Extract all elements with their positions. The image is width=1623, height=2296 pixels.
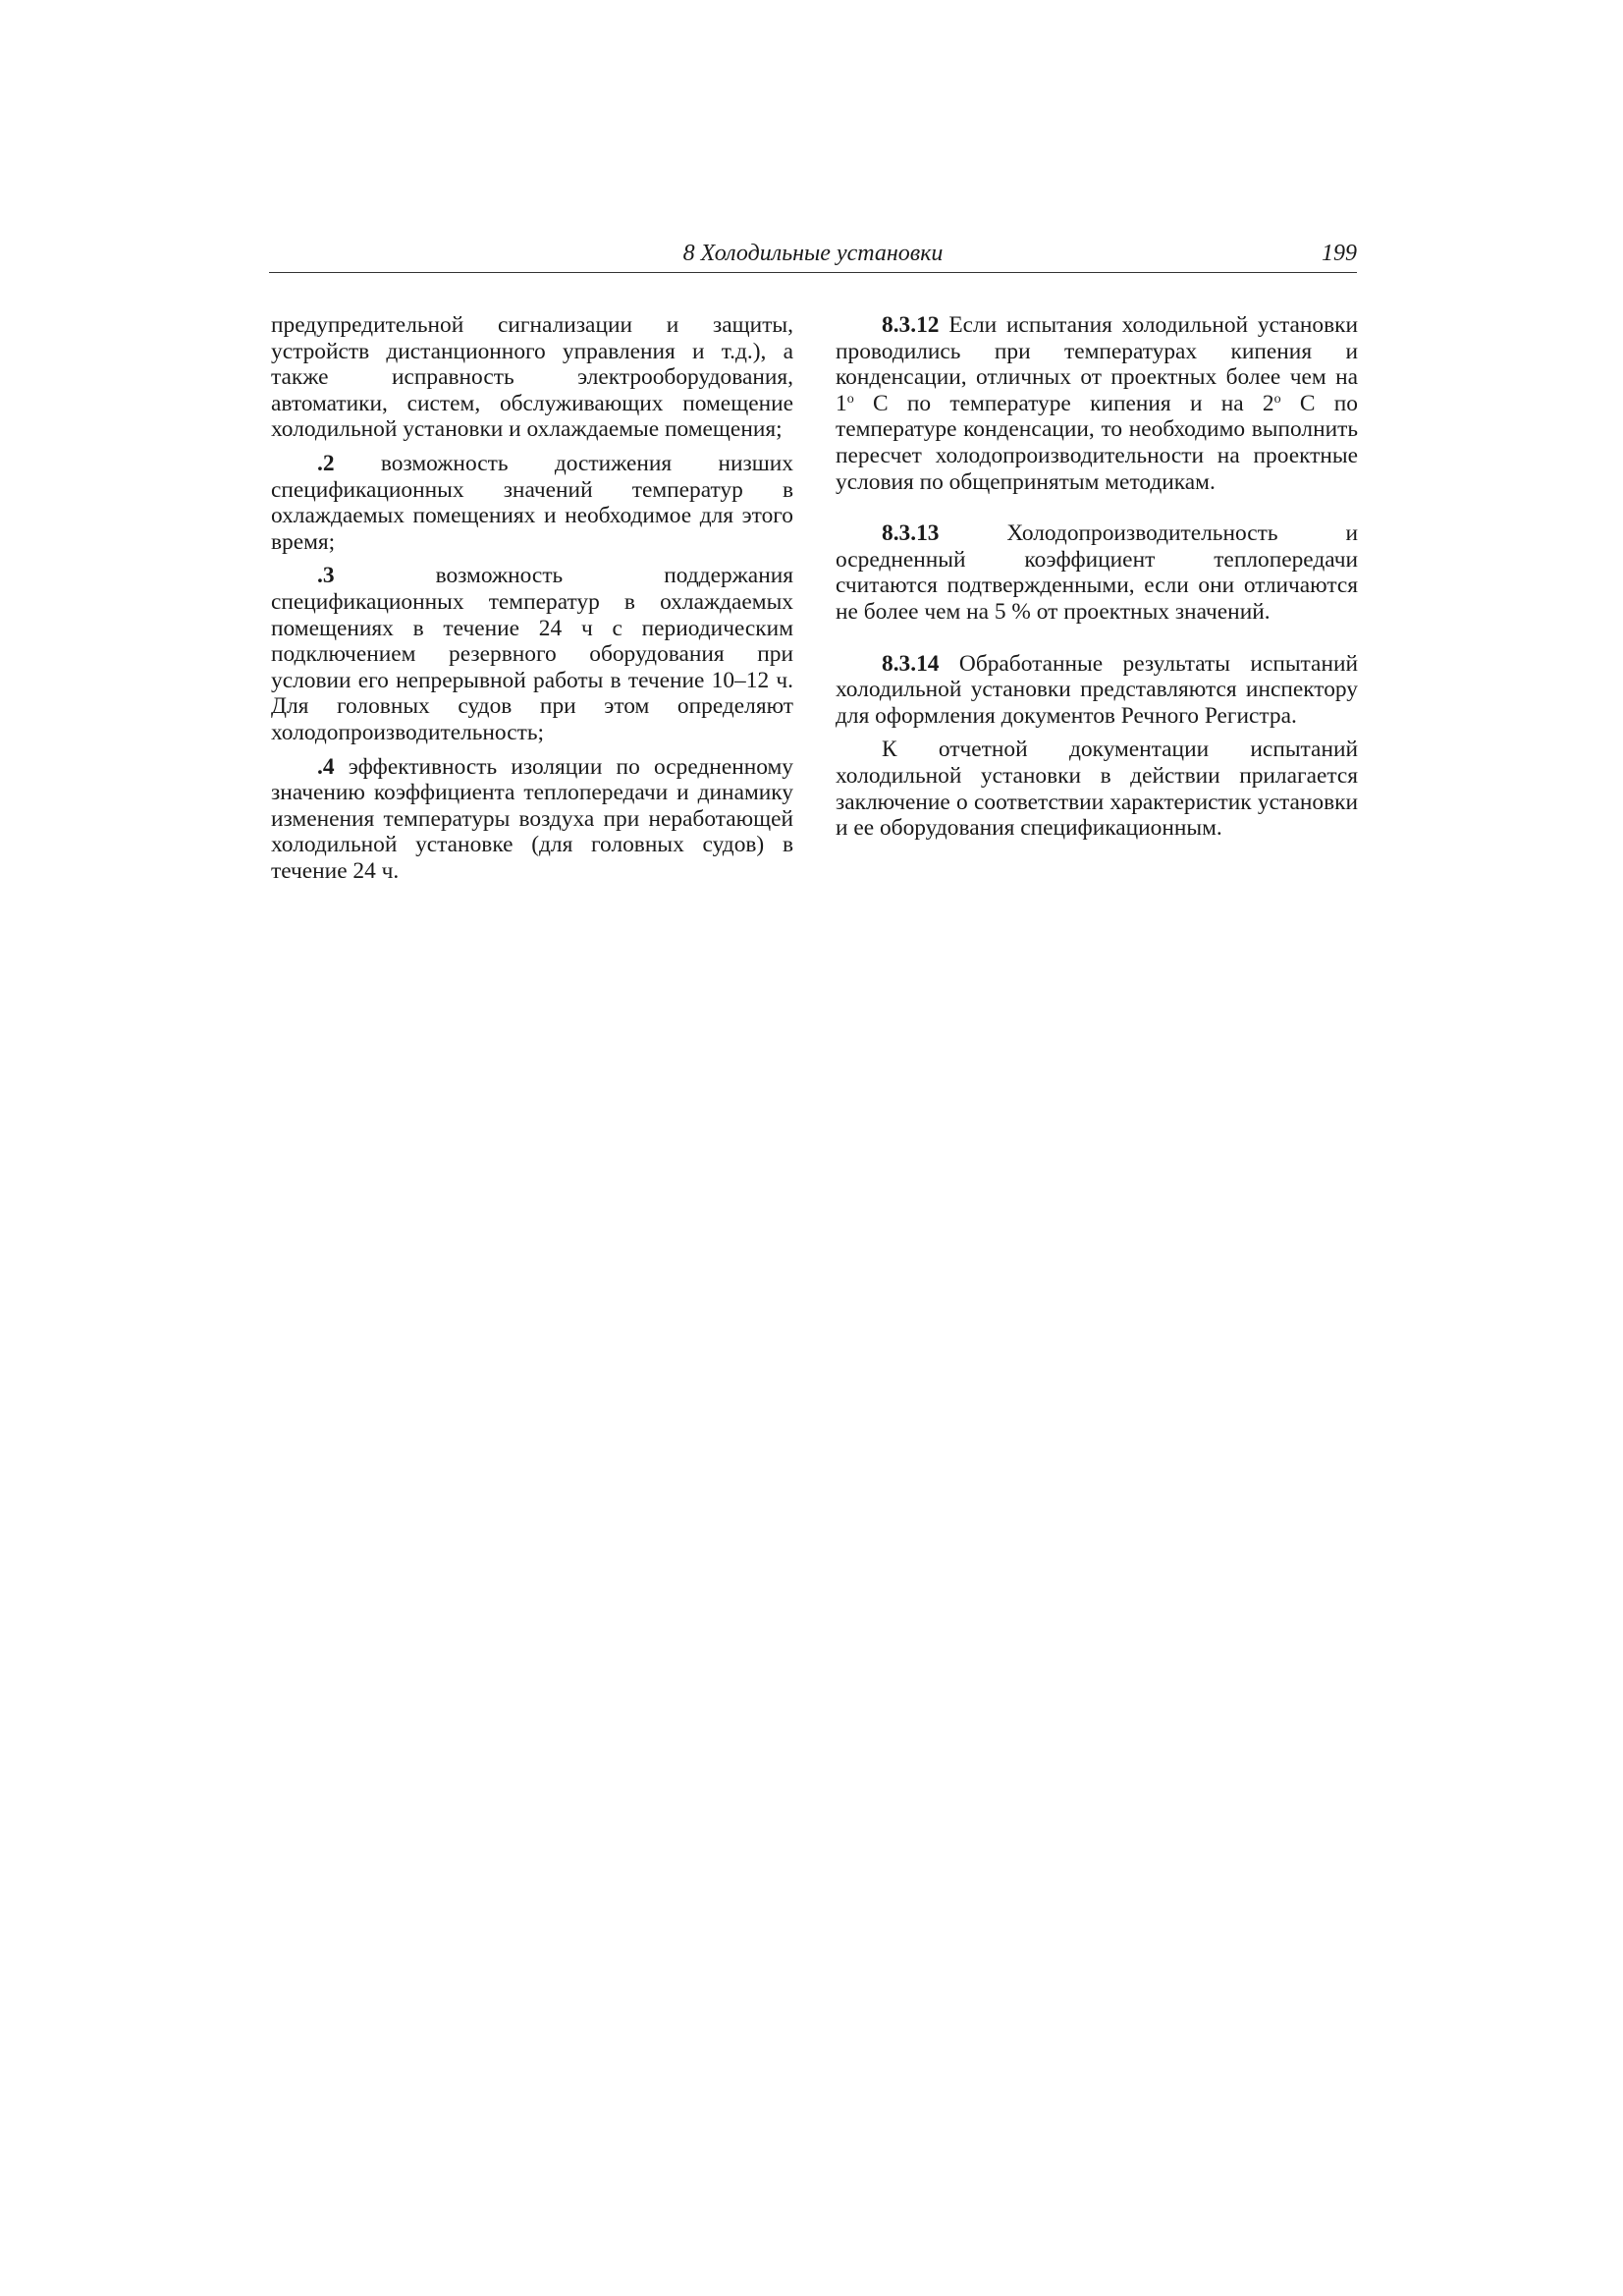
degree-sign: о — [846, 391, 854, 407]
section-number: 8.3.12 — [882, 312, 940, 338]
list-item-4 — [271, 754, 793, 885]
paragraph-continuation — [271, 312, 793, 443]
item-number: .2 — [317, 450, 335, 476]
item-text: эффективность изоляции по осредненному значению коэффициента теплопередачи и динамику изменения температуры воздуха при неработающей холодильной установке (для головных судов) в течение 24 ч. — [271, 753, 793, 884]
running-title: 8 Холодильные установки — [682, 241, 944, 266]
left-column — [271, 312, 793, 884]
item-number: .4 — [317, 753, 335, 780]
list-item-2 — [271, 451, 793, 555]
section-number: 8.3.14 — [882, 650, 940, 677]
section-text: Обработанные результаты испытаний холодильной установки представляются инспектору для оформления документов Речного Регистра. — [836, 650, 1358, 729]
section-text: С по температуре кипения и на 2 — [853, 390, 1274, 416]
right-column — [836, 312, 1358, 842]
page-header — [269, 239, 1357, 273]
paragraph-final — [836, 737, 1358, 841]
item-text: возможность поддержания спецификационных температур в охлаждаемых помещениях в течение 24 ч с периодическим подключением резервного оборудования при условии его непрерывной работы в течение 10–12 ч. Для головных судов при этом определяют холодопроизводительность; — [271, 563, 793, 745]
item-text: возможность достижения низших спецификационных значений температур в охлаждаемых помещениях и необходимое для этого время; — [271, 450, 793, 555]
item-number: .3 — [317, 563, 335, 589]
page-number: 199 — [1322, 241, 1357, 266]
paragraph-text: К отчетной документации испытаний холодильной установки в действии прилагается заключение о соответствии характеристик установки и ее оборудования спецификационным. — [836, 737, 1358, 842]
paragraph-text: предупредительной сигнализации и защиты, устройств дистанционного управления и т.д.), а также исправность электрооборудования, автоматики, систем, обслуживающих помещение холодильной установки и охлаждаемые помещения; — [271, 312, 793, 443]
section-8-3-12 — [836, 312, 1358, 495]
section-text: С по температуре конденсации, то необходимо выполнить пересчет холодопроизводительности на проектные условия по общепринятым методикам. — [836, 390, 1358, 495]
list-item-3 — [271, 563, 793, 745]
section-number: 8.3.13 — [882, 520, 940, 547]
section-8-3-14 — [836, 651, 1358, 730]
section-text: Холодопроизводительность и осредненный коэффициент теплопередачи считаются подтвержденными, если они отличаются не более чем на 5 % от проектных значений. — [836, 520, 1358, 625]
section-8-3-13 — [836, 520, 1358, 625]
degree-sign: о — [1273, 391, 1281, 407]
section-text: Если испытания холодильной установки проводились при температурах кипения и конденсации, отличных от проектных более чем на 1 — [836, 312, 1358, 416]
